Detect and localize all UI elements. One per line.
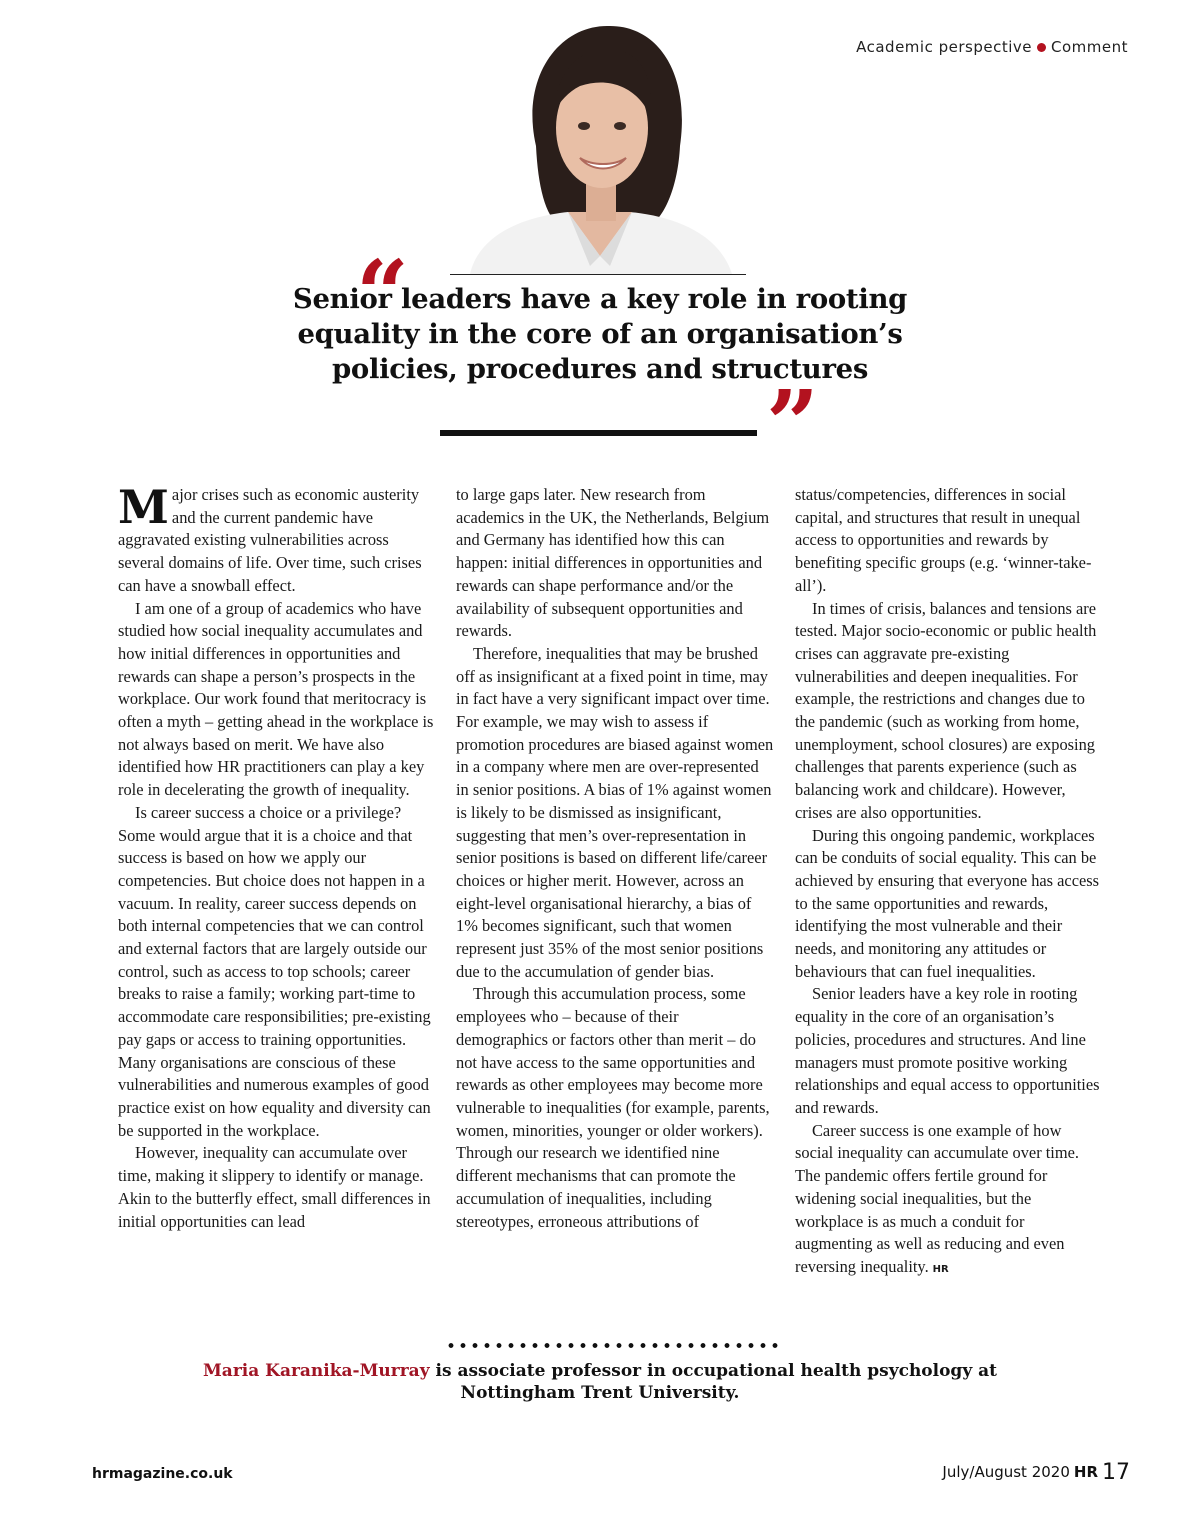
dotted-divider	[445, 1342, 781, 1349]
pull-quote-rule	[440, 430, 757, 436]
article-paragraph: Career success is one example of how social inequality can accumulate over time. The pandemic offers fertile ground for widening social inequalities, but the workplace is as much a conduit for augmenting as well as reducing and even reversing inequality. HR	[795, 1120, 1079, 1276]
article-paragraph: Therefore, inequalities that may be brushed off as insignificant at a fixed point in time, may in fact have a very significant impact over time. For example, we may wish to assess if promotion procedures are biased against women in a company where men are over-represented in senior positions. A bias of 1% against women is likely to be dismissed as insignificant, suggesting that men’s over-representation in senior positions is based on different life/career choices or higher merit. However, across an eight-level organisational hierarchy, a bias of 1% becomes significant, such that women represent just 35% of the most senior positions due to the accumulation of gender bias.	[456, 643, 774, 981]
author-portrait-illustration	[450, 16, 746, 274]
article-paragraph: I am one of a group of academics who have studied how social inequality accumulates and how initial differences in opportunities and rewards can shape a person’s prospects in the workplace. Our work found that meritocracy is often a myth – getting ahead in the workplace is not always based on merit. We have also identified how HR practitioners can play a key role in decelerating the growth of inequality.	[118, 598, 434, 800]
bullet-dot-icon	[1037, 43, 1046, 52]
article-paragraph: Is career success a choice or a privilege? Some would argue that it is a choice and that success is based on how we apply our competencies. But choice does not happen in a vacuum. In reality, career success depends on both internal competencies that we can control and external factors that are largely outside our control, such as access to top schools; career breaks to raise a family; working part-time to accommodate care responsibilities; pre-existing pay gaps or access to training opportunities. Many organisations are conscious of these vulnerabilities and numerous examples of good practice exist on how equality and diversity can be supported in the workplace.	[118, 802, 431, 1140]
page-number: 17	[1102, 1460, 1130, 1485]
author-portrait	[450, 16, 746, 275]
drop-cap: M	[118, 480, 169, 534]
section-name: Academic perspective	[856, 38, 1032, 56]
close-quote-mark: ”	[766, 370, 819, 478]
author-name: Maria Karanika-Murray	[202, 1361, 430, 1381]
issue-date: July/August 2020	[942, 1463, 1070, 1481]
author-bio-text: is associate professor in occupational health psychology at Nottingham Trent University.	[429, 1361, 997, 1403]
article-paragraph: During this ongoing pandemic, workplaces can be conduits of social equality. This can be achieved by ensuring that everyone has access to the same opportunities and rewards, identifying the most vulnerable and their needs, and monitoring any attitudes or behaviours that can fuel inequalities.	[795, 825, 1100, 981]
subsection-name: Comment	[1051, 38, 1128, 56]
open-quote-mark: “	[356, 240, 409, 348]
article-paragraph: status/competencies, differences in social capital, and structures that result in unequal access to opportunities and rewards by benefiting specific groups (e.g. ‘winner-take-all’).	[795, 485, 1092, 595]
article-paragraph: However, inequality can accumulate over time, making it slippery to identify or manage. Akin to the butterfly effect, small differences in initial opportunities can lead	[118, 1143, 431, 1231]
author-bio	[150, 1360, 1050, 1404]
section-label	[856, 38, 1128, 56]
article-paragraph: Senior leaders have a key role in rooting equality in the core of an organisation’s policies, procedures and structures. And line managers must promote positive working relationships and equal access to opportunities and rewards.	[795, 984, 1100, 1117]
end-mark: HR	[932, 1263, 949, 1275]
website-url: hrmagazine.co.uk	[92, 1466, 233, 1482]
article-paragraph: to large gaps later. New research from academics in the UK, the Netherlands, Belgium and Germany has identified how this can happen: initial differences in opportunities and rewards can shape performance and/or the availability of subsequent opportunities and rewards.	[456, 485, 770, 641]
article-paragraph: In times of crisis, balances and tensions are tested. Major socio-economic or public health crises can aggravate pre-existing vulnerabilities and deepen inequalities. For example, the restrictions and changes due to the pandemic (such as working from home, unemployment, school closures) are exposing challenges that parents experience (such as balancing work and childcare). However, crises are also opportunities.	[795, 598, 1097, 822]
page-footer	[942, 1460, 1130, 1485]
article-column-3	[795, 484, 1101, 1282]
pull-quote: Senior leaders have a key role in rooting equality in the core of an organisation’s policies, procedures and structures	[292, 283, 908, 385]
article-column-1	[118, 480, 436, 1233]
magazine-name: HR	[1073, 1463, 1098, 1481]
article-paragraph: Major crises such as economic austerity and the current pandemic have aggravated existing vulnerabilities across several domains of life. Over time, such crises can have a snowball effect.	[118, 480, 422, 595]
article-column-2	[456, 484, 774, 1233]
article-paragraph: Through this accumulation process, some employees who – because of their demographics or factors other than merit – do not have access to the same opportunities and rewards as other employees may become more vulnerable to inequalities (for example, parents, women, minorities, younger or older workers). Through our research we identified nine different mechanisms that can promote the accumulation of inequalities, including stereotypes, erroneous attributions of	[456, 984, 770, 1231]
